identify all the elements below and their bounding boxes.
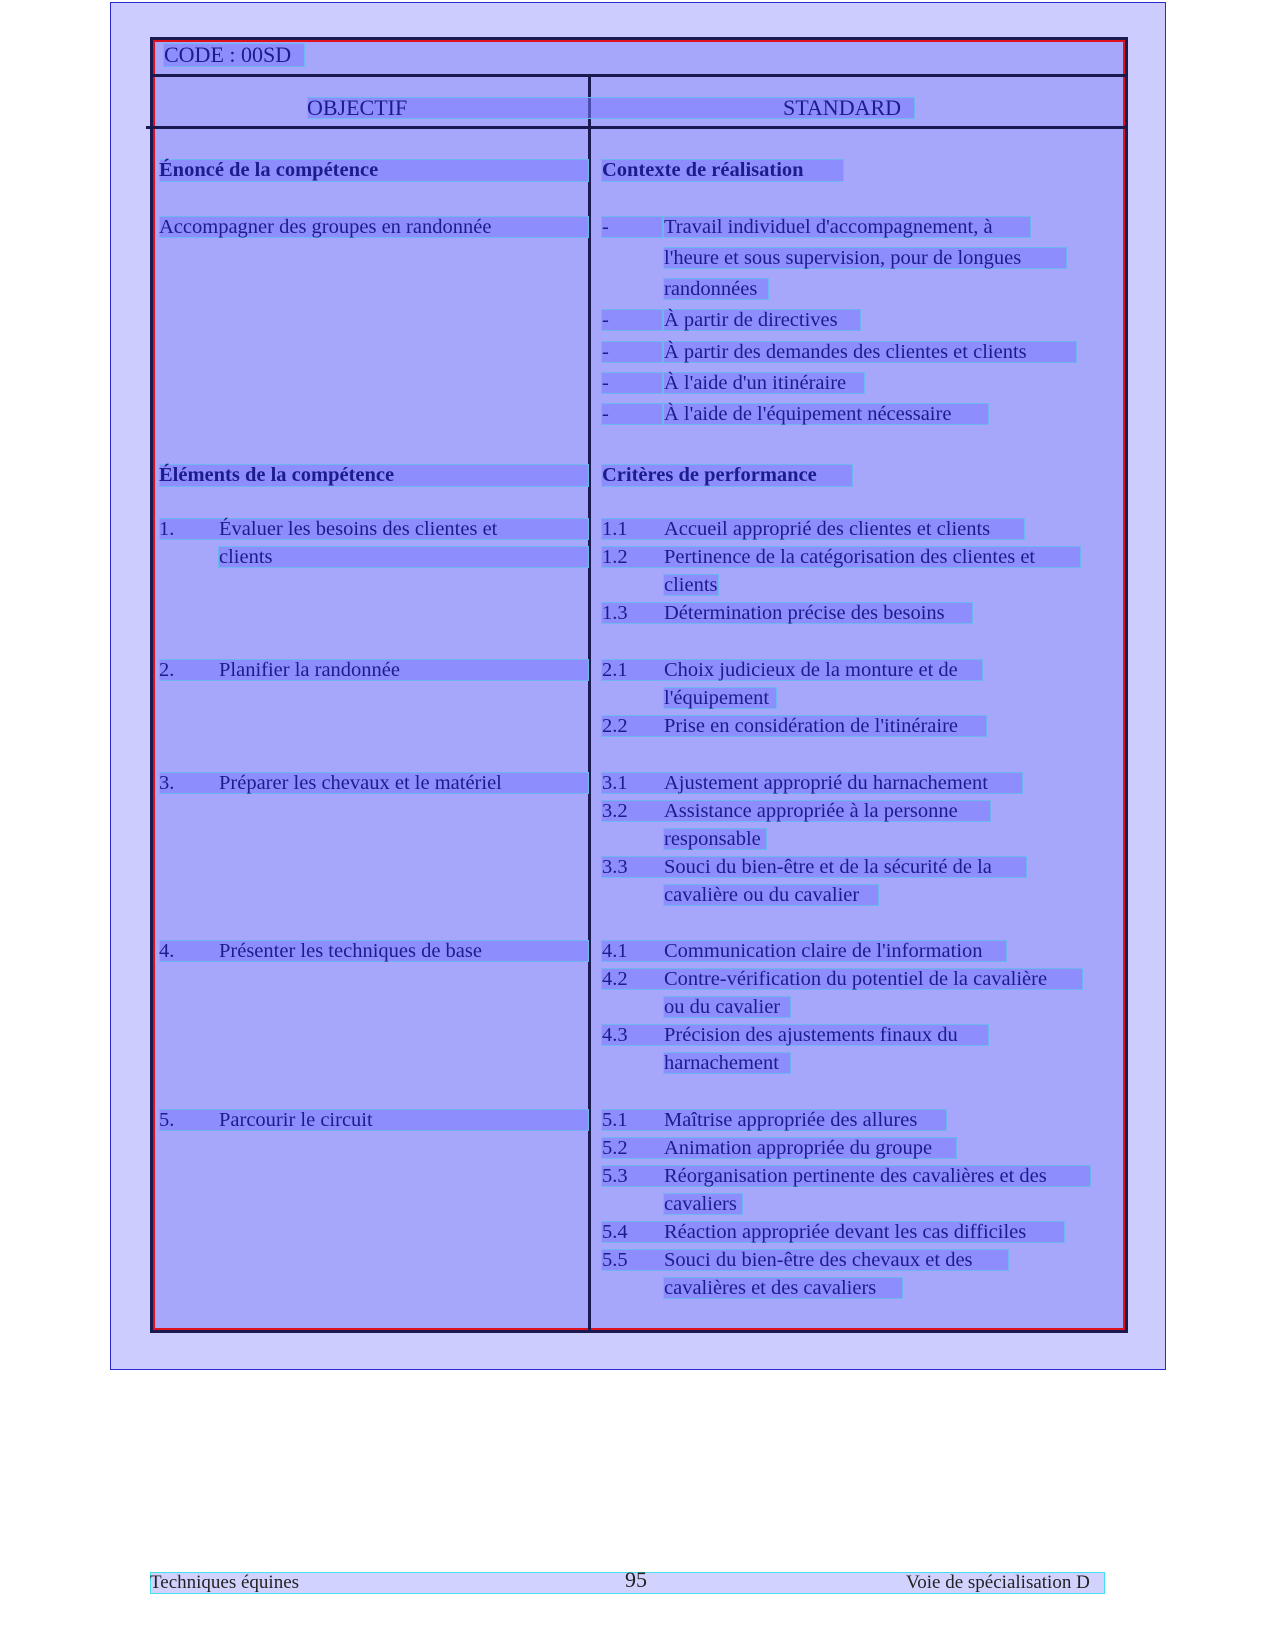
critere-number: 3.2: [602, 800, 628, 822]
critere-text: Pertinence de la catégorisation des clientes et: [664, 546, 1036, 568]
critere-text: harnachement: [664, 1052, 779, 1074]
code-label: CODE : 00SD: [164, 42, 292, 67]
critere-text: Accueil approprié des clientes et clients: [664, 518, 991, 540]
critere-text: l'équipement: [664, 687, 770, 709]
critere-text: Contre-vérification du potentiel de la cavalière: [664, 968, 1048, 990]
critere-number: 3.3: [602, 856, 628, 878]
contexte-bullet: -: [602, 216, 609, 238]
critere-text: Souci du bien-être des chevaux et des: [664, 1249, 973, 1271]
critere-number: 1.1: [602, 518, 628, 540]
element-number: 2.: [159, 659, 175, 681]
footer-page-number: 95: [625, 1567, 647, 1592]
enonce-heading: Énoncé de la compétence: [159, 159, 379, 181]
contexte-text: À partir des demandes des clientes et clients: [664, 341, 1027, 363]
critere-number: 1.2: [602, 546, 628, 568]
bullet-highlight: [601, 341, 663, 363]
critere-text: Maîtrise appropriée des allures: [664, 1109, 918, 1131]
critere-text: Animation appropriée du groupe: [664, 1137, 933, 1159]
bullet-highlight: [601, 309, 663, 331]
contexte-bullet: -: [602, 372, 609, 394]
element-text: Parcourir le circuit: [219, 1109, 373, 1131]
critere-number: 5.4: [602, 1221, 628, 1243]
objectif-header: OBJECTIF: [307, 95, 408, 120]
criteres-heading: Critères de performance: [602, 464, 817, 486]
contexte-text: À partir de directives: [664, 309, 838, 331]
critere-text: Communication claire de l'information: [664, 940, 983, 962]
bullet-highlight: [601, 372, 663, 394]
element-number: 5.: [159, 1109, 175, 1131]
contexte-text: Travail individuel d'accompagnement, à: [664, 216, 993, 238]
element-text: Planifier la randonnée: [219, 659, 401, 681]
element-text: clients: [219, 546, 273, 568]
critere-number: 5.2: [602, 1137, 628, 1159]
standard-header: STANDARD: [783, 95, 902, 120]
critere-number: 1.3: [602, 602, 628, 624]
critere-number: 5.3: [602, 1165, 628, 1187]
critere-number: 5.5: [602, 1249, 628, 1271]
critere-number: 4.3: [602, 1024, 628, 1046]
element-row-highlight: [218, 546, 589, 568]
element-number: 3.: [159, 772, 175, 794]
element-text: Évaluer les besoins des clientes et: [219, 518, 498, 540]
critere-text: clients: [664, 574, 718, 596]
header-divider-bottom: [146, 126, 1128, 129]
elements-heading: Éléments de la compétence: [159, 464, 395, 486]
critere-number: 4.1: [602, 940, 628, 962]
contexte-text: À l'aide de l'équipement nécessaire: [664, 403, 952, 425]
critere-text: cavaliers: [664, 1193, 737, 1215]
critere-text: cavalière ou du cavalier: [664, 884, 860, 906]
critere-number: 2.2: [602, 715, 628, 737]
bullet-highlight: [601, 216, 663, 238]
critere-number: 2.1: [602, 659, 628, 681]
enonce-text: Accompagner des groupes en randonnée: [159, 216, 492, 238]
critere-text: cavalières et des cavaliers: [664, 1277, 877, 1299]
critere-text: Prise en considération de l'itinéraire: [664, 715, 959, 737]
contexte-bullet: -: [602, 403, 609, 425]
critere-number: 3.1: [602, 772, 628, 794]
contexte-text: randonnées: [664, 278, 758, 300]
critere-text: Réaction appropriée devant les cas difficiles: [664, 1221, 1027, 1243]
bullet-highlight: [601, 403, 663, 425]
element-number: 4.: [159, 940, 175, 962]
critere-text: Assistance appropriée à la personne: [664, 800, 958, 822]
header-divider-top: [150, 74, 1128, 77]
footer-specialization: Voie de spécialisation D: [906, 1572, 1090, 1593]
critere-text: Souci du bien-être et de la sécurité de la: [664, 856, 992, 878]
contexte-text: À l'aide d'un itinéraire: [664, 372, 847, 394]
critere-text: responsable: [664, 828, 761, 850]
critere-number: 4.2: [602, 968, 628, 990]
critere-text: Réorganisation pertinente des cavalières et des: [664, 1165, 1047, 1187]
critere-text: Choix judicieux de la monture et de: [664, 659, 958, 681]
element-text: Préparer les chevaux et le matériel: [219, 772, 502, 794]
critere-text: Précision des ajustements finaux du: [664, 1024, 958, 1046]
column-divider: [588, 76, 591, 1333]
contexte-text: l'heure et sous supervision, pour de longues: [664, 247, 1022, 269]
critere-number: 5.1: [602, 1109, 628, 1131]
contexte-bullet: -: [602, 309, 609, 331]
contexte-heading: Contexte de réalisation: [602, 159, 804, 181]
element-number: 1.: [159, 518, 175, 540]
footer-program: Techniques équines: [150, 1572, 300, 1593]
critere-text: Ajustement approprié du harnachement: [664, 772, 988, 794]
critere-text: Détermination précise des besoins: [664, 602, 945, 624]
element-text: Présenter les techniques de base: [219, 940, 482, 962]
critere-text: ou du cavalier: [664, 996, 781, 1018]
contexte-bullet: -: [602, 341, 609, 363]
